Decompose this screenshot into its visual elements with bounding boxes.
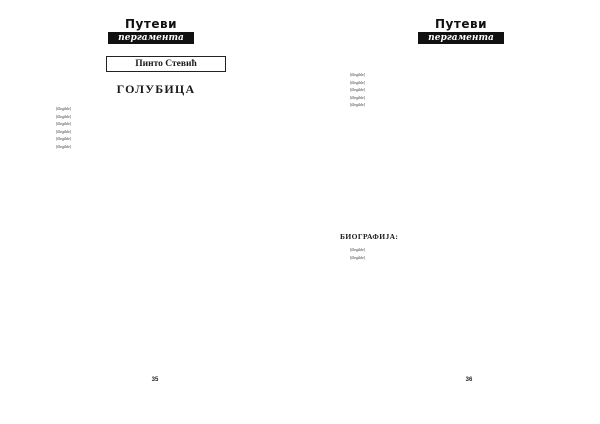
paragraph: [illegible] (56, 129, 71, 134)
journal-logo (108, 18, 194, 48)
biography-text (340, 247, 570, 329)
story-text-continued (340, 72, 570, 226)
story-title: ГОЛУБИЦА (116, 82, 196, 96)
journal-logo (418, 18, 504, 48)
paragraph: [illegible] (350, 255, 365, 260)
right-page (306, 0, 586, 424)
paragraph: [illegible] (56, 144, 71, 149)
left-page (16, 0, 296, 424)
story-text (46, 106, 276, 338)
paragraph: [illegible] (350, 73, 365, 77)
paragraph: [illegible] (350, 103, 365, 108)
journal-logo-subtitle: пергамента (418, 32, 504, 44)
author-name: Пинто Стевић (106, 56, 226, 72)
journal-logo-title: Путеви (125, 17, 177, 31)
biography-heading: БИОГРАФИЈА: (340, 232, 399, 241)
paragraph: [illegible] (350, 88, 365, 93)
paragraph: [illegible] (56, 114, 71, 119)
paragraph: [illegible] (56, 107, 71, 111)
paragraph: [illegible] (350, 248, 365, 252)
paragraph: [illegible] (350, 80, 365, 85)
paragraph: [illegible] (350, 95, 365, 100)
page-number: 36 (465, 377, 473, 383)
paragraph: [illegible] (56, 122, 71, 127)
journal-logo-subtitle: пергамента (108, 32, 194, 44)
page-number: 35 (151, 377, 159, 383)
journal-logo-title: Путеви (435, 17, 487, 31)
paragraph: [illegible] (56, 137, 71, 142)
